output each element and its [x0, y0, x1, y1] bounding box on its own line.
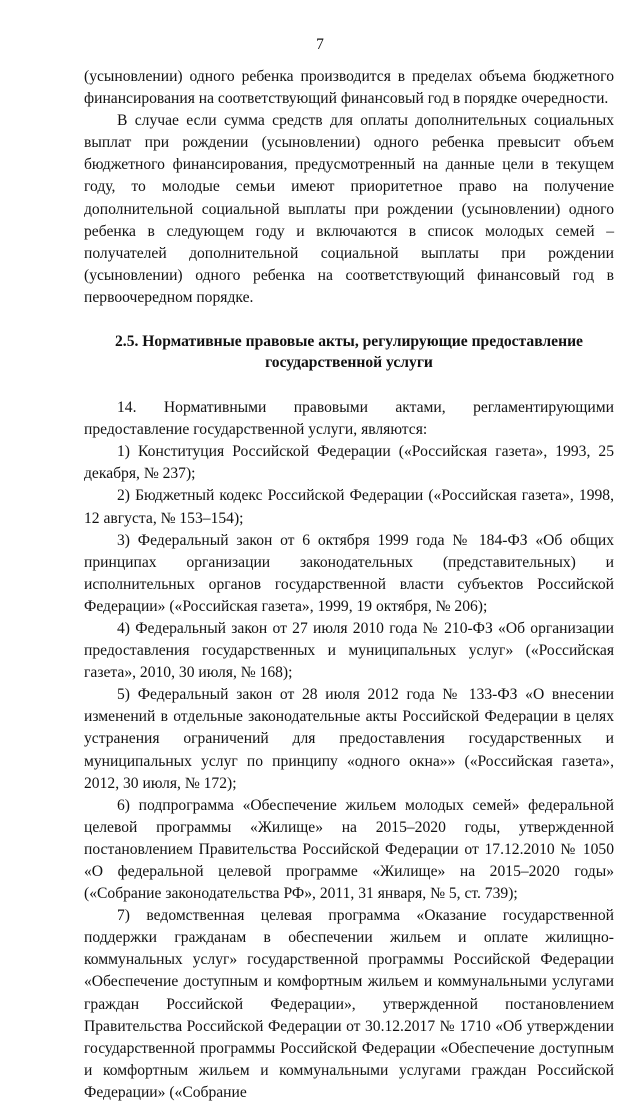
- paragraph-item-14: 14. Нормативными правовыми актами, регламентирующими предоставление государственной услуги, являются:: [84, 399, 614, 439]
- document-body: [84, 66, 614, 1104]
- page-number: 7: [316, 36, 324, 53]
- section-heading: 2.5. Нормативные правовые акты, регулирующие предоставление государственной услуги: [115, 333, 583, 372]
- list-item: 5) Федеральный закон от 28 июля 2012 года № 133-ФЗ «О внесении изменений в отдельные законодательные акты Российской Федерации в целях устранения ограничений для предоставления государственных и муниципальных услуг по принципу «одного окна»» («Российская газета», 2012, 30 июля, № 172);: [84, 686, 614, 792]
- paragraph-priority-right: В случае если сумма средств для оплаты дополнительных социальных выплат при рождении (усыновлении) одного ребенка превысит объем бюджетного финансирования, предусмотренный на данные цели в текущем году, то молодые семьи имеют приоритетное право на получение дополнительной социальной выплаты при рождении (усыновлении) одного ребенка в следующем году и включаются в список молодых семей – получателей дополнительной социальной выплаты при рождении (усыновлении) одного ребенка на соответствующий финансовый год в первоочередном порядке.: [84, 112, 614, 306]
- list-item: 2) Бюджетный кодекс Российской Федерации («Российская газета», 1998, 12 августа, № 153–154);: [84, 487, 614, 527]
- list-item: 1) Конституция Российской Федерации («Российская газета», 1993, 25 декабря, № 237);: [84, 443, 614, 483]
- list-item: 6) подпрограмма «Обеспечение жильем молодых семей» федеральной целевой программы «Жилище» на 2015–2020 годы, утвержденной постановлением Правительства Российской Федерации от 17.12.2010 № 1050 «О федеральной целевой программе «Жилище» на 2015–2020 годы» («Собрание законодательства РФ», 2011, 31 января, № 5, ст. 739);: [84, 796, 614, 903]
- paragraph-continuation: (усыновлении) одного ребенка производится в пределах объема бюджетного финансирования на соответствующий финансовый год в порядке очередности.: [84, 68, 614, 108]
- list-item: 3) Федеральный закон от 6 октября 1999 года № 184-ФЗ «Об общих принципах организации законодательных (представительных) и исполнительных органов государственной власти субъектов Российской Федерации» («Российская газета», 1999, 19 октября, № 206);: [84, 531, 614, 615]
- list-item: 7) ведомственная целевая программа «Оказание государственной поддержки гражданам в обеспечении жильем и оплате жилищно-коммунальных услуг» государственной программы Российской Федерации «Обеспечение доступным и комфортным жильем и коммунальными услугами граждан Российской Федерации», утвержденной постановлением Правительства Российской Федерации от 30.12.2017 № 1710 «Об утверждении государственной программы Российской Федерации «Обеспечение доступным и комфортным жильем и коммунальными услугами граждан Российской Федерации» («Собрание: [84, 907, 614, 1101]
- list-item: 4) Федеральный закон от 27 июля 2010 года № 210-ФЗ «Об организации предоставления государственных и муниципальных услуг» («Российская газета», 2010, 30 июля, № 168);: [84, 619, 614, 682]
